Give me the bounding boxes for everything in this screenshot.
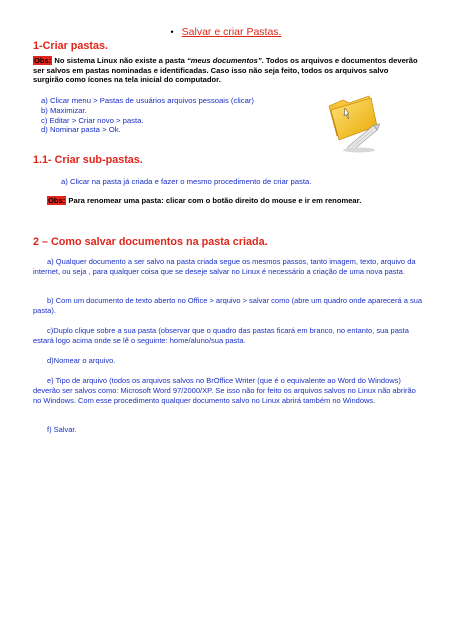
paragraph: f) Salvar. [47, 425, 77, 434]
section-1-1-obs: Obs: Para renomear uma pasta: clicar com o botão direito do mouse e ir em renomear. [48, 196, 362, 205]
section-1-steps [41, 96, 321, 135]
list-item: c) Editar > Criar novo > pasta. [41, 115, 144, 125]
section-1-heading: 1-Criar pastas. [33, 40, 109, 52]
obs-label: Obs: [48, 196, 66, 205]
list-item: d) Nominar pasta > Ok. [41, 125, 121, 135]
document-title [0, 26, 452, 38]
paragraph: a) Qualquer documento a ser salvo na pasta criada segue os mesmos passos, tanto imagem, texto, arquivo da internet, ou seja , para qualquer coisa que se deseje salvar no Linux é necessário a criação de uma nova pasta. [33, 257, 416, 276]
section-2-heading: 2 – Como salvar documentos na pasta criada. [33, 236, 268, 248]
paragraph: e) Tipo de arquivo (todos os arquivos salvos no BrOffice Writer (que é o equivalente ao Word do Windows) deverão ser salvos como: Microsoft Word 97/2000/XP. Se isso não for feito os arquivos salvos no Linux não abrirão no Windows. Com esse procedimento qualquer documento salvo no Linux abrirá também no Windows. [33, 376, 416, 405]
bullet: • [170, 27, 174, 37]
title-text: Salvar e criar Pastas. [181, 26, 282, 38]
paragraph: c)Duplo clique sobre a sua pasta (observar que o quadro das pastas ficará em branco, no entanto, sua pasta estará logo acima onde se lê o seguinte: home/aluno/sua pasta. [33, 326, 409, 345]
section-1-intro: Obs: No sistema Linux não existe a pasta “meus documentos”. Todos os arquivos e documentos deverão ser salvos em pastas nominadas e identificadas. Caso isso não seja feito, todos os arquivos salvo surgirão como ícones na tela inicial do computador. [33, 56, 418, 85]
folder-icon [325, 92, 385, 154]
list-item: a) Clicar menu > Pastas de usuários arquivos pessoais (clicar) [41, 96, 254, 105]
section-1-1-step-a: a) Clicar na pasta já criada e fazer o mesmo procedimento de criar pasta. [61, 177, 312, 186]
obs-label: Obs: [34, 56, 52, 65]
paragraph: d)Nomear o arquivo. [47, 356, 116, 365]
list-item: b) Maximizar. [41, 105, 87, 115]
paragraph: b) Com um documento de texto aberto no Office > arquivo > salvar como (abre um quadro onde aparecerá a sua pasta). [33, 296, 423, 315]
section-1-1-heading: 1.1- Criar sub-pastas. [33, 154, 143, 166]
